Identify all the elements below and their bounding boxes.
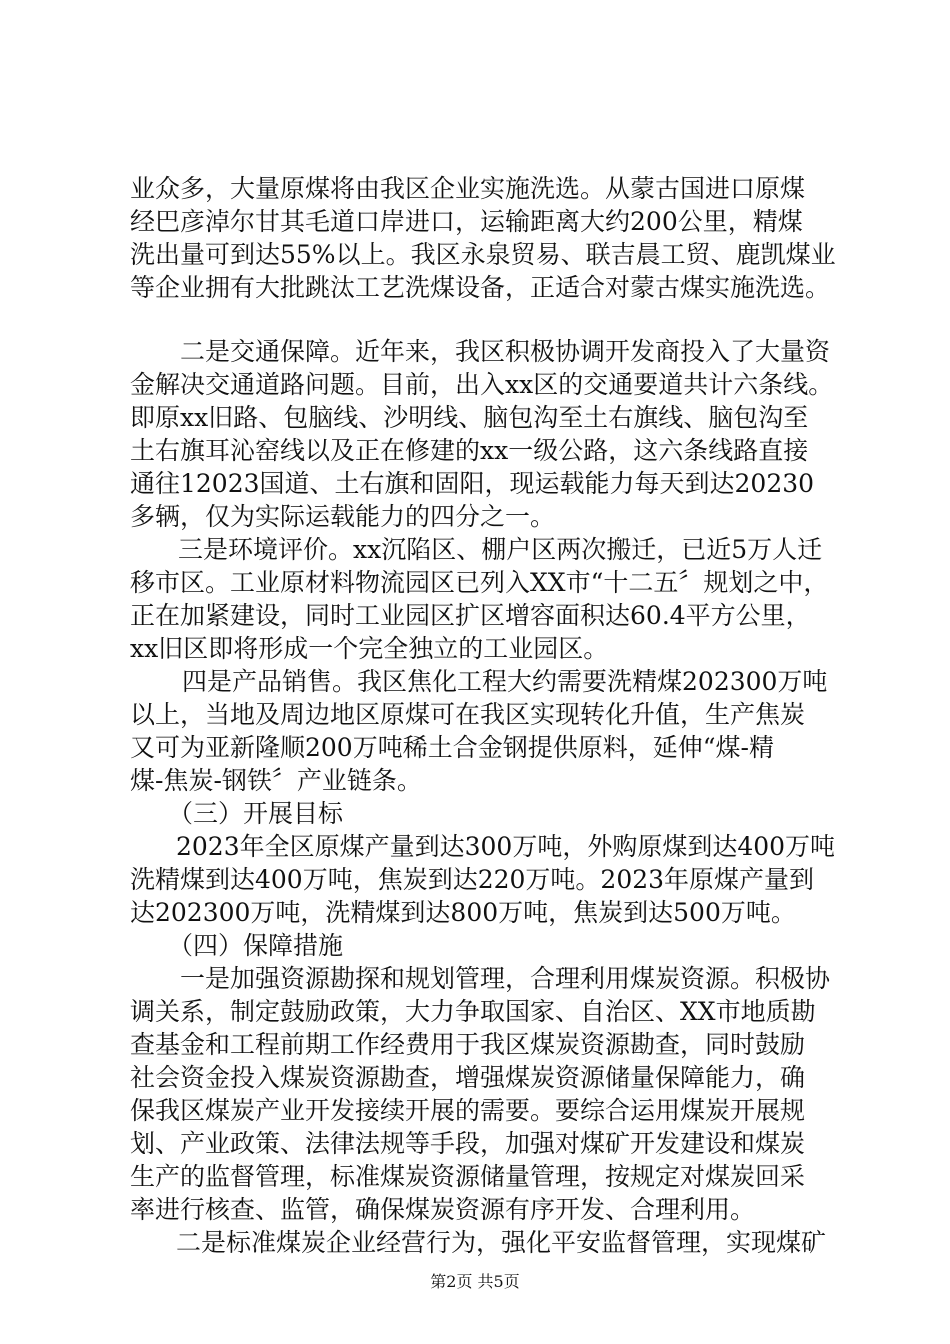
text-line: 调关系，制定鼓励政策，大力争取国家、自治区、XX市地质勘 [130,997,816,1026]
text-line: 通往12023国道、土右旗和固阳，现运载能力每天到达20230 [130,469,815,498]
text-line: 达202300万吨，洗精煤到达800万吨，焦炭到达500万吨。 [130,898,796,927]
text-line: 洗精煤到达400万吨，焦炭到达220万吨。2023年原煤产量到 [130,865,815,894]
text-line: 社会资金投入煤炭资源勘查，增强煤炭资源储量保障能力，确 [130,1063,806,1092]
text-line: 一是加强资源勘探和规划管理，合理利用煤炭资源。积极协 [180,964,831,993]
text-line: 划、产业政策、法律法规等手段，加强对煤矿开发建设和煤炭 [130,1129,806,1158]
text-line: 查基金和工程前期工作经费用于我区煤炭资源勘查，同时鼓励 [130,1030,806,1059]
text-line: 率进行核查、监管，确保煤炭资源有序开发、合理利用。 [130,1195,756,1224]
text-line: 业众多，大量原煤将由我区企业实施洗选。从蒙古国进口原煤 [130,174,806,203]
text-line: 生产的监督管理，标准煤炭资源储量管理，按规定对煤炭回采 [130,1162,806,1191]
text-line: 以上，当地及周边地区原煤可在我区实现转化升值，生产焦炭 [130,700,806,729]
text-line: 洗出量可到达55%以上。我区永泉贸易、联吉晨工贸、鹿凯煤业 [130,240,836,269]
page-footer: 第2页 共5页 [430,1272,520,1291]
text-line: 二是标准煤炭企业经营行为，强化平安监督管理，实现煤矿 [176,1228,827,1257]
text-line: 保我区煤炭产业开发接续开展的需要。要综合运用煤炭开展规 [130,1096,806,1125]
text-line: 2023年全区原煤产量到达300万吨，外购原煤到达400万吨 [176,832,836,861]
text-line: 正在加紧建设，同时工业园区扩区增容面积达60.4平方公里， [130,601,811,630]
text-line: 煤-焦炭-钢铁〞产业链条。 [130,766,422,795]
text-line: 等企业拥有大批跳汰工艺洗煤设备，正适合对蒙古煤实施洗选。 [130,273,831,302]
text-line: 三是环境评价。xx沉陷区、棚户区两次搬迁，已近5万人迁 [178,535,823,564]
text-line: 金解决交通道路问题。目前，出入xx区的交通要道共计六条线。 [130,370,834,399]
text-line: 二是交通保障。近年来，我区积极协调开发商投入了大量资 [180,337,831,366]
text-line: 经巴彦淖尔甘其毛道口岸进口，运输距离大约200公里，精煤 [130,207,803,236]
text-line: 即原xx旧路、包脑线、沙明线、脑包沟至土右旗线、脑包沟至 [130,403,809,432]
text-line: 土右旗耳沁窑线以及正在修建的xx一级公路，这六条线路直接 [130,436,809,465]
text-line: 多辆，仅为实际运载能力的四分之一。 [130,502,556,531]
text-line: xx旧区即将形成一个完全独立的工业园区。 [130,634,609,663]
section-heading: （四）保障措施 [168,931,344,960]
text-line: 四是产品销售。我区焦化工程大约需要洗精煤202300万吨 [182,667,828,696]
text-line: 又可为亚新隆顺200万吨稀土合金钢提供原料，延伸“煤-精 [130,733,774,762]
text-line: 移市区。工业原材料物流园区已列入XX市“十二五〞规划之中， [130,568,829,597]
section-heading: （三）开展目标 [168,799,344,828]
